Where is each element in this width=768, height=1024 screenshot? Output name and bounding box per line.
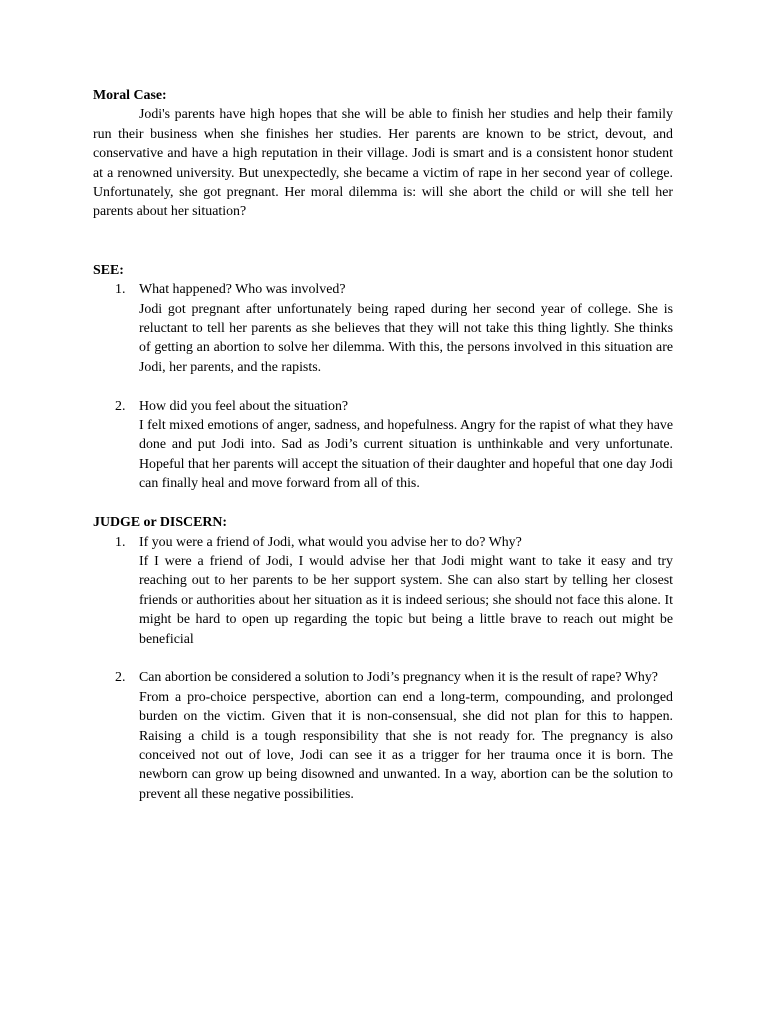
answer-text: If I were a friend of Jodi, I would advise her that Jodi might want to take it easy and try reaching out to her parents to be her support system. She can also start by telling her closest friends or authorities about her situation as it is indeed serious; she should not face this alone. It might be hard to open up regarding the topic but being a little brave to reach out might be beneficial bbox=[139, 553, 673, 647]
judge-section bbox=[93, 513, 673, 804]
question-text: If you were a friend of Jodi, what would you advise her to do? Why? bbox=[139, 534, 522, 550]
document-page bbox=[93, 86, 673, 804]
question-text: How did you feel about the situation? bbox=[139, 398, 349, 414]
judge-item-2 bbox=[93, 668, 673, 804]
list-number: 1. bbox=[115, 282, 126, 298]
list-item-body bbox=[139, 533, 673, 649]
list-number: 2. bbox=[115, 398, 126, 414]
list-number: 1. bbox=[115, 534, 126, 550]
answer-text: From a pro-choice perspective, abortion can end a long-term, compounding, and prolonged burden on the victim. Given that it is non-consensual, she did not plan for this to happen. Raising a child is a tough responsibility that she is not ready for. The pregnancy is also conceived not out of love, Jodi can see it as a trigger for her trauma once it is born. The newborn can grow up being disowned and unwanted. In a way, abortion can be the solution to prevent all these negative possibilities. bbox=[139, 689, 673, 802]
list-item-body bbox=[139, 397, 673, 494]
item-spacer bbox=[93, 649, 673, 668]
list-item-body bbox=[139, 280, 673, 377]
question-text: Can abortion be considered a solution to Jodi’s pregnancy when it is the result of rape? Why? bbox=[139, 670, 658, 686]
moral-case-text: Jodi's parents have high hopes that she will be able to finish her studies and help their family run their business when she finishes her studies. Her parents are known to be strict, devout, and conservative and have a high reputation in their village. Jodi is smart and is a consistent honor student at a renowned university. But unexpectedly, she became a victim of rape in her second year of college. Unfortunately, she got pregnant. Her moral dilemma is: will she abort the child or will she tell her parents about her situation? bbox=[93, 107, 673, 220]
see-item-2 bbox=[93, 397, 673, 494]
judge-item-1 bbox=[93, 533, 673, 649]
section-spacer bbox=[93, 494, 673, 513]
item-spacer bbox=[93, 377, 673, 396]
answer-text: Jodi got pregnant after unfortunately being raped during her second year of college. She is reluctant to tell her parents as she believes that they will not take this thing lightly. She thinks of getting an abortion to solve her dilemma. With this, the persons involved in this situation are Jodi, her parents, and the rapists. bbox=[139, 301, 673, 375]
section-spacer bbox=[93, 222, 673, 261]
list-number: 2. bbox=[115, 670, 126, 686]
answer-text: I felt mixed emotions of anger, sadness, and hopefulness. Angry for the rapist of what they have done and put Jodi into. Sad as Jodi’s current situation is unthinkable and very unfortunate. Hopeful that her parents will accept the situation of their daughter and hopeful that one day Jodi can finally heal and move forward from all of this. bbox=[139, 418, 673, 492]
judge-heading: JUDGE or DISCERN: bbox=[93, 515, 228, 531]
question-text: What happened? Who was involved? bbox=[139, 282, 346, 298]
see-heading: SEE: bbox=[93, 262, 124, 278]
see-section bbox=[93, 261, 673, 494]
see-item-1 bbox=[93, 280, 673, 377]
moral-case-section bbox=[93, 86, 673, 222]
moral-case-heading: Moral Case: bbox=[93, 88, 167, 103]
list-item-body bbox=[139, 668, 673, 804]
